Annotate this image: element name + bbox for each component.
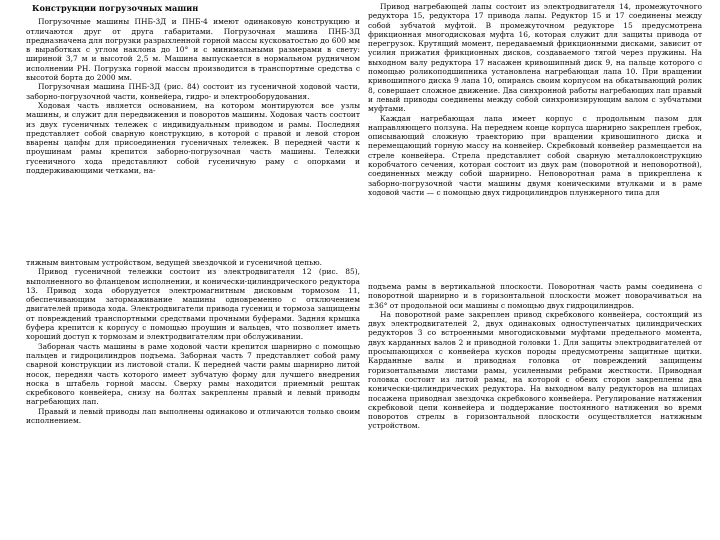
paragraph: Привод нагребающей лапы состоит из электродвигателя 14, промежуточного редуктора 15, редуктора 17 привода лапы. Редуктор 15 и 17 соединены между собой зубчатой муфтой. В промежуточном редукторе 15 предусмотрена фрикционная многодисковая муфта 16, которая служит для защиты привода от перегрузок. Крутящий момент, передаваемый фрикционными дисками, зависит от усилия прижатия фрикционных дисков, создаваемого тягой через пружины. На выходном валу редуктора 17 насажен кривошипный диск 9, на пальце которого с помощью роликоподшипника установлена нагребающая лапа 10. При вращении кривошипного диска 9 лапа 10, опираясь своим корпусом на обкатывающий ролик 8, совершает сложное движение. Два синхронной работы нагребающих лап правый и левый приводы соединены между собой синхронизирующим валом с зубчатыми муфтами. (368, 2, 702, 114)
paragraph: Погрузочные машины ПНБ-3Д и ПНБ-4 имеют одинаковую конструкцию и отличаются друг от друга габаритами. Погрузочная машина ПНБ-3Д предназначена для погрузки разрыхленной горной массы кусковатостью до 600 мм в выработках с углом наклона до 10° и с минимальными размерами в свету: шириной 3,7 м и высотой 2,5 м. Машина выпускается в нормальном рудничном исполнении РН. Погрузка горной массы производится в транспортные средства с высотой борта до 2000 мм. (26, 17, 360, 83)
section-heading: Конструкции погрузочных машин (32, 4, 199, 13)
left-bottom-column (26, 258, 360, 466)
paragraph: Заборная часть машины в раме ходовой части крепится шарнирно с помощью пальцев и гидроцилиндров подъема. Заборная часть 7 представляет собой раму сварной конструкции из листовой стали. К передней части рамы шарнирно литой носок, передняя часть которого имеет зубчатую форму для лучшего внедрения носка в штабель горной массы. Сверху рамы находится приемный рештак скребкового конвейера, снизу на болтах закреплены правый и левый приводы нагребающих лап. (26, 341, 360, 407)
paragraph: На поворотной раме закреплен привод скребкового конвейера, состоящий из двух электродвигателей 2, двух одинаковых одноступенчатых цилиндрических редукторов 3 со встроенными многодисковыми муфтами предельного момента, двух карданных валов 2 и приводной головки 1. Для защиты электродвигателей от просыпающихся с конвейера кусков породы предусмотрены защитные щитки. Карданные валы и приводная головка от повреждений защищены горизонтальными листами рамы, усиленными ребрами жесткости. Приводная головка состоит из литой рамы, на которой с обеих сторон закреплены два конически-цилиндрических редуктора. На выходном валу редукторов на шлицах посажена приводная звездочка скребкового конвейера. Регулирование натяжения скребковой цепи конвейера и поддержание постоянного натяжения во время поворотов стрелы в горизонтальной плоскости осуществляется натяжным устройством. (368, 309, 702, 431)
paragraph: подъема рамы в вертикальной плоскости. Поворотная часть рамы соединена с поворотной шарнирно и в горизонтальной плоскости может поворачиваться на ±36° от продольной оси машины с помощью двух гидроцилиндров. (368, 282, 702, 310)
paragraph: Правый и левый приводы лап выполнены одинаково и отличаются только своим исполнением. (26, 406, 360, 426)
paragraph: Ходовая часть является основанием, на котором монтируются все узлы машины, и служит для передвижения и поворотов машины. Ходовая часть состоит из двух гусеничных тележек с индивидуальным приводом и рамы. Последняя представляет собой сварную конструкцию, в которой с правой и левой сторон вварены цапфы для присоединения гусеничных тележек. В передней части к проушинам рамы крепится заборно-погрузочная часть машины. Тележки гусеничного хода представляют собой гусеничную раму с опорками и поддерживающими четками, на- (26, 100, 360, 176)
left-column (26, 4, 360, 254)
paragraph: Привод гусеничной тележки состоит из электродвигателя 12 (рис. 85), выполненного во фланцевом исполнении, и конически-цилиндрического редуктора 13. Привод хода оборудуется электромагнитным дисковым тормозом 11, обеспечивающим затормаживание машины одновременно с отключением двигателей привода хода. Электродвигатели привода гусениц и тормоза защищены от повреждений транспортными средствами прочными буферами. Задняя крышка буфера крепится к корпусу с помощью проушин и вальцев, что позволяет иметь хороший доступ к тормозам и электродвигателям при обслуживании. (26, 267, 360, 342)
paragraph: Каждая нагребающая лапа имеет корпус с продольным пазом для направляющего ползуна. На переднем конце корпуса шарнирно закреплен гребок, описывающий сложную траекторию при вращении кривошипного диска и перемещающий горную массу на конвейер. Скребковый конвейер размещается на стреле конвейера. Стрела представляет собой сварную металлоконструкцию коробчатого сечения, которая состоит из двух рам (поворотной и неповоротной), соединенных между собой шарнирно. Неповоротная рама в прикреплена к заборно-погрузочной части машины двумя коническими втулками и в раме ходовой части — с помощью двух гидроцилиндров плунжерного типа для (368, 113, 702, 197)
paragraph: тяжным винтовым устройством, ведущей звездочкой и гусеничной цепью. (26, 258, 323, 267)
paragraph: Погрузочная машина ПНБ-3Д (рис. 84) состоит из гусеничной ходовой части, заборно-погрузочной части, конвейера, гидро- и электрооборудования. (26, 82, 360, 101)
right-top-column (368, 2, 702, 284)
right-bottom-column (368, 282, 702, 458)
